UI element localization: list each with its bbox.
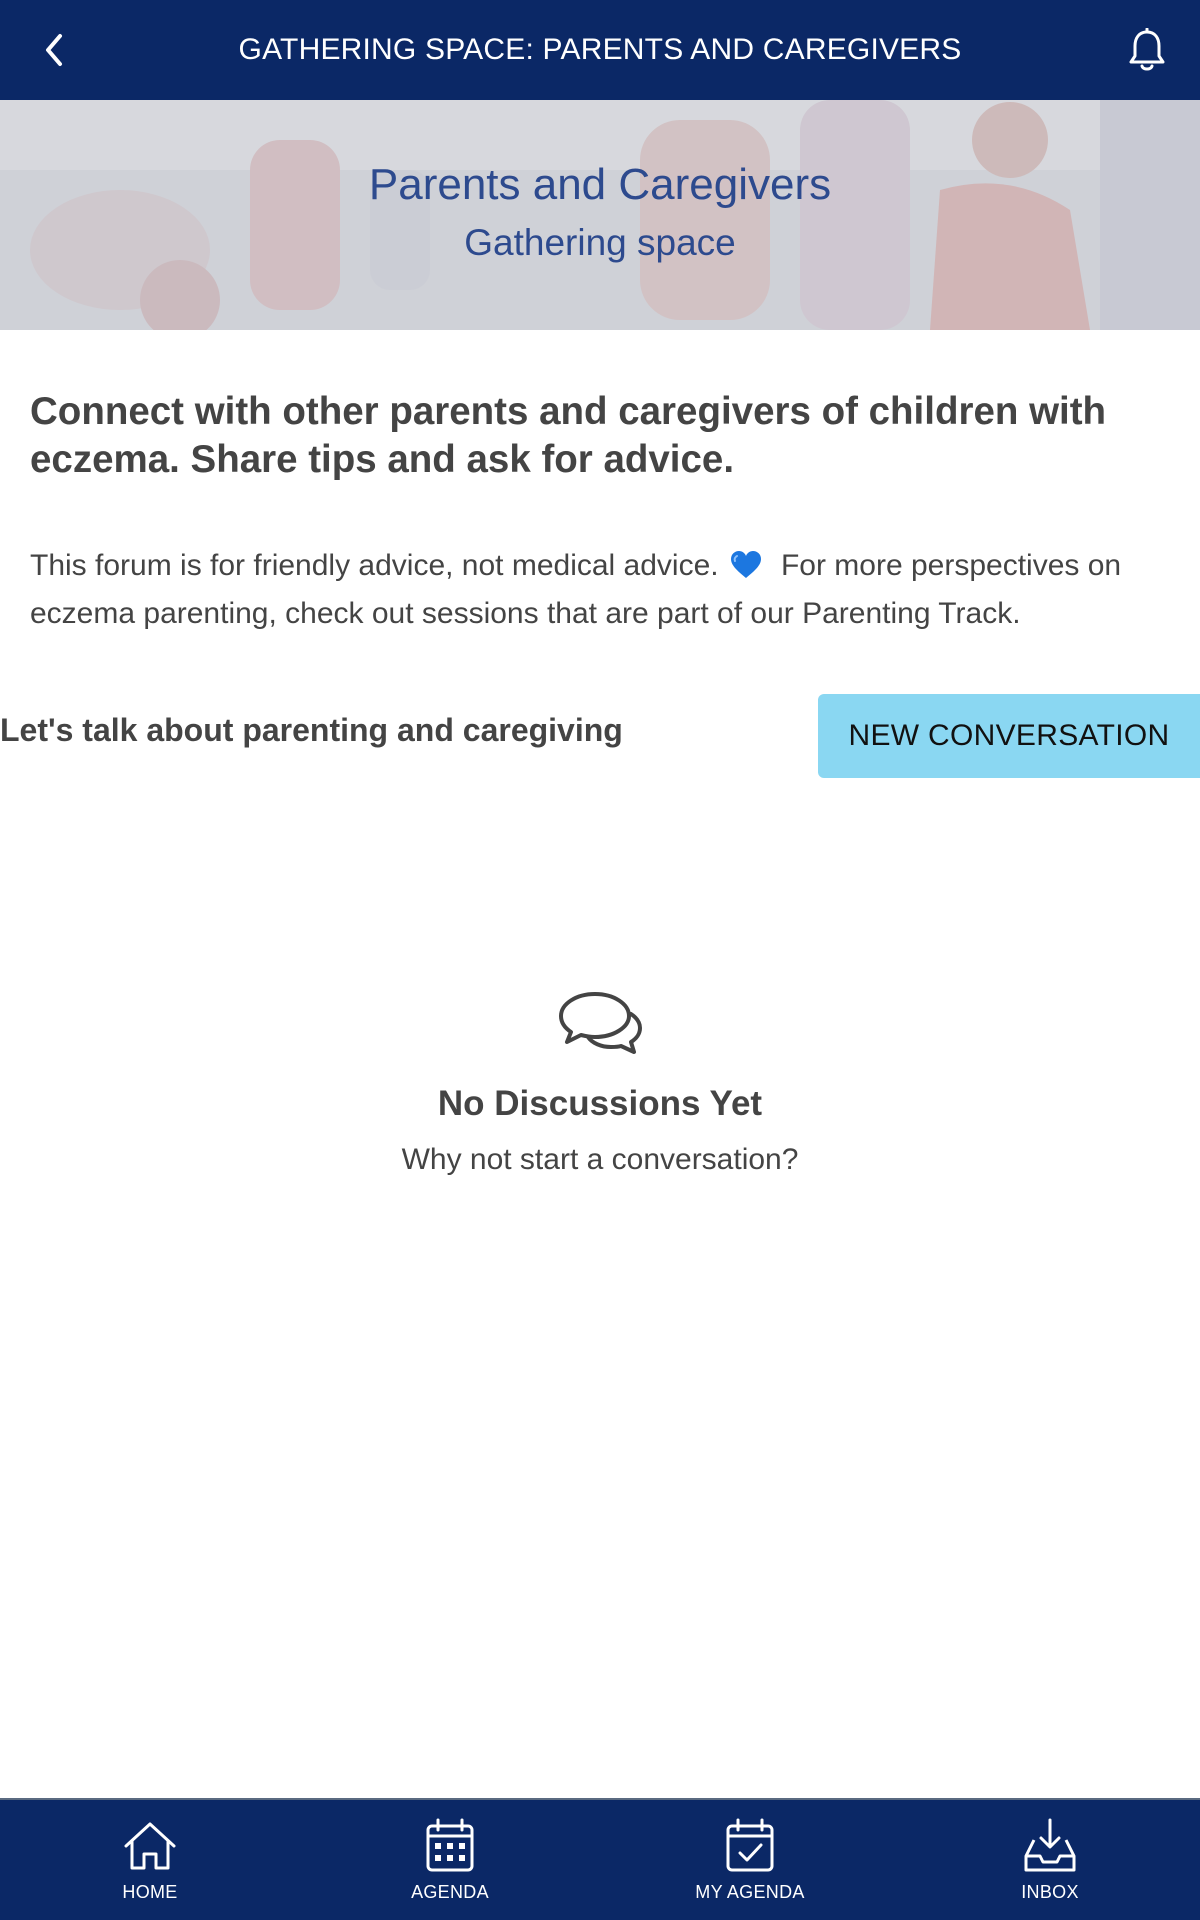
chevron-left-icon — [40, 30, 70, 70]
blue-heart-icon — [729, 549, 763, 592]
discussion-section-label: Let's talk about parenting and caregiving — [0, 712, 623, 748]
disclaimer-text-start: This forum is for friendly advice, not medical advice. — [30, 549, 719, 582]
hero-title: Parents and Caregivers — [368, 160, 832, 209]
calendar-icon — [420, 1816, 480, 1876]
nav-my-agenda[interactable] — [600, 1800, 900, 1920]
chat-bubbles-icon — [557, 990, 643, 1058]
nav-agenda-label: AGENDA — [411, 1882, 489, 1902]
intro-heading: Connect with other parents and caregivers of children with eczema. Share tips and ask for advice. — [30, 390, 1107, 481]
nav-inbox[interactable] — [900, 1800, 1200, 1920]
new-conversation-button[interactable]: NEW CONVERSATION — [818, 694, 1200, 778]
nav-home-label: HOME — [122, 1882, 178, 1902]
bottom-navigation — [0, 1798, 1200, 1920]
empty-state-title: No Discussions Yet — [437, 1084, 763, 1123]
calendar-check-icon — [720, 1816, 780, 1876]
bell-icon — [1127, 28, 1167, 72]
nav-home[interactable] — [0, 1800, 300, 1920]
nav-my-agenda-label: MY AGENDA — [695, 1882, 805, 1902]
nav-agenda[interactable] — [300, 1800, 600, 1920]
hero-subtitle: Gathering space — [464, 222, 736, 263]
page-title: GATHERING SPACE: PARENTS AND CAREGIVERS — [238, 33, 962, 66]
hero-banner — [0, 100, 1200, 330]
home-icon — [120, 1816, 180, 1876]
disclaimer-text-end: For more perspectives on eczema parenting, check out sessions that are part of our Parenting Track. — [30, 549, 1122, 630]
inbox-download-icon — [1020, 1816, 1080, 1876]
nav-inbox-label: INBOX — [1021, 1882, 1079, 1902]
hero-background-image — [0, 100, 1200, 330]
top-app-bar — [0, 0, 1200, 100]
empty-state-subtitle: Why not start a conversation? — [401, 1143, 799, 1176]
back-button[interactable] — [30, 25, 80, 75]
forum-disclaimer — [30, 544, 1190, 635]
notifications-button[interactable] — [1122, 25, 1172, 75]
